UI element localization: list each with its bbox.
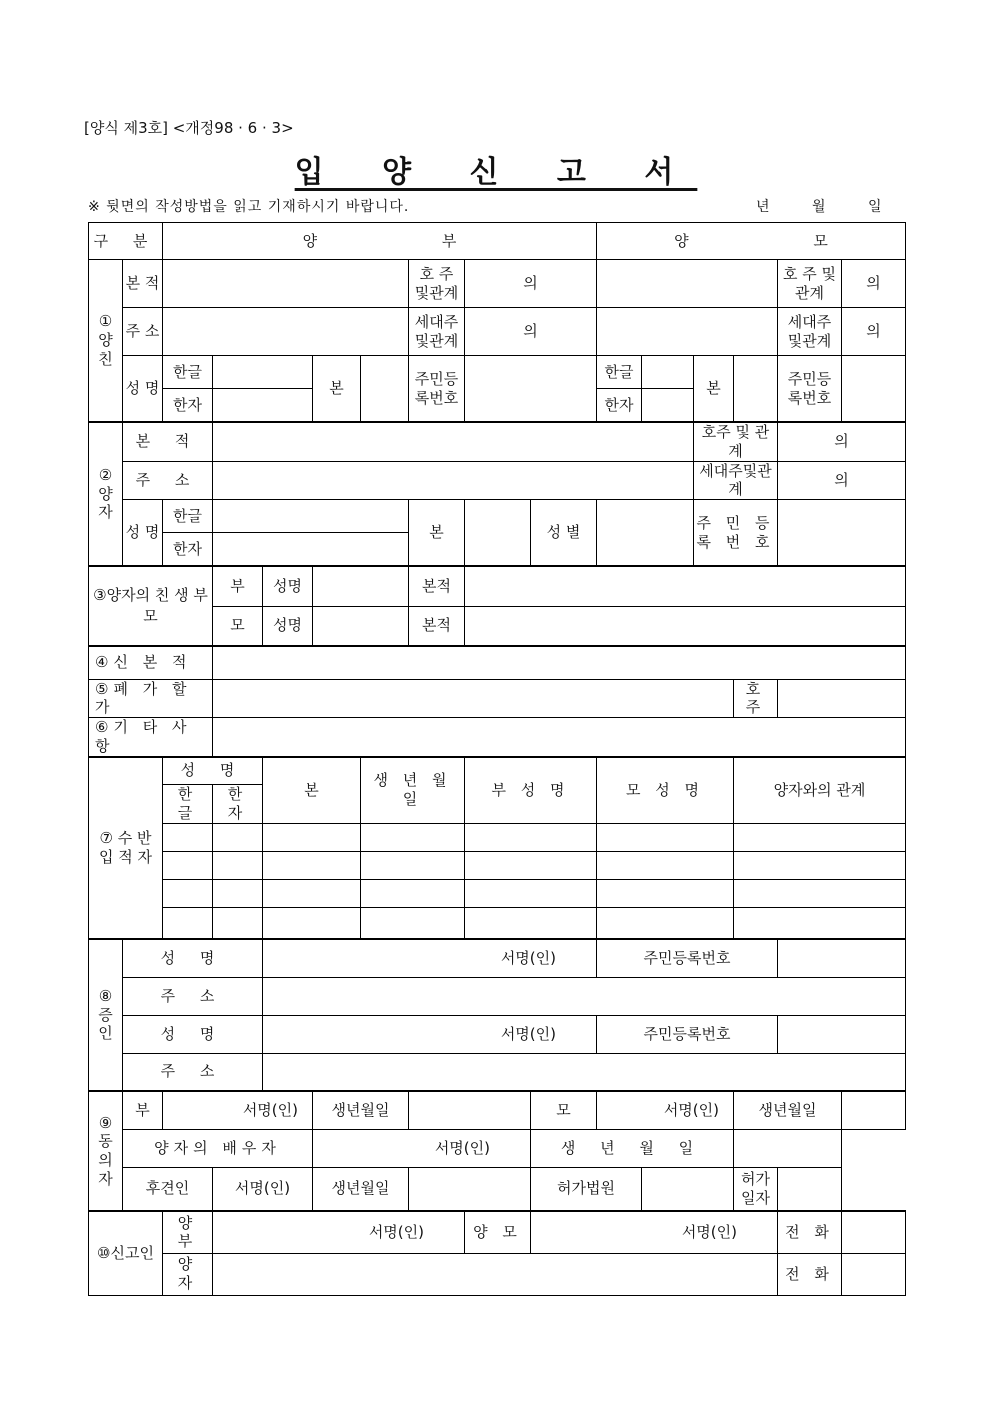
- guardian-label: 후견인: [123, 1167, 213, 1211]
- form-title-text: 입 양 신 고 서: [294, 155, 698, 190]
- yangbu-header: 양 부: [163, 223, 597, 260]
- witness1-addr-label: 주 소: [123, 977, 263, 1015]
- bio-father-name-label: 성명: [263, 566, 313, 606]
- mother-bon-label: 본: [694, 356, 734, 423]
- other-matters-field[interactable]: [213, 718, 906, 757]
- accompany-mother-header: 모 성 명: [597, 757, 734, 824]
- yangmo-header: 양 모: [597, 223, 906, 260]
- reporter-phone1-field[interactable]: [842, 1211, 906, 1253]
- accompany-hanja-header: 한 자: [213, 785, 263, 824]
- child-seongmyeong-label: 성 명: [123, 500, 163, 567]
- permit-date-label: 허가일자: [734, 1167, 778, 1211]
- bio-mother-bonjeok-field[interactable]: [465, 606, 906, 646]
- child-bon-field[interactable]: [465, 500, 531, 567]
- mother-jumin-label: 주민등 록번호: [778, 356, 842, 423]
- bio-father-bonjeok-field[interactable]: [465, 566, 906, 606]
- reporter-father-sign[interactable]: 서명(인): [213, 1211, 465, 1253]
- bio-mother-bonjeok-label: 본적: [409, 606, 465, 646]
- father-bon-field[interactable]: [361, 356, 409, 423]
- accompany-relation-header: 양자와의 관계: [734, 757, 906, 824]
- section-9-label: ⑨ 동 의 자: [89, 1091, 123, 1211]
- accompany-relation-cell[interactable]: [734, 907, 906, 939]
- section-5-label: ⑤폐 가 할 가: [89, 679, 213, 718]
- section-8-label: ⑧ 증 인: [89, 939, 123, 1091]
- accompany-relation-cell[interactable]: [734, 851, 906, 879]
- hoju-field[interactable]: [778, 679, 906, 718]
- father-bon-label: 본: [313, 356, 361, 423]
- section-4-label: ④신 본 적: [89, 646, 213, 679]
- child-seongbyeol-field[interactable]: [597, 500, 694, 567]
- accompany-father-cell[interactable]: [465, 851, 597, 879]
- permit-date-field[interactable]: [778, 1167, 842, 1211]
- reporter-phone1-label: 전 화: [778, 1211, 842, 1253]
- accompany-birth-cell[interactable]: [361, 879, 465, 907]
- instruction-note: ※ 뒷면의 작성방법을 읽고 기재하시기 바랍니다.: [88, 199, 410, 215]
- child-juso-field[interactable]: [213, 461, 694, 500]
- mother-bon-field[interactable]: [734, 356, 778, 423]
- witness1-name-label: 성 명: [123, 939, 263, 977]
- accompany-bon-cell[interactable]: [263, 823, 361, 851]
- accompany-father-cell[interactable]: [465, 907, 597, 939]
- accompany-mother-cell[interactable]: [597, 851, 734, 879]
- mother-hanja-field[interactable]: [642, 389, 693, 421]
- witness1-jumin-field[interactable]: [778, 939, 906, 977]
- new-bonjeok-field[interactable]: [213, 646, 906, 679]
- father-jumin-label: 주민등 록번호: [409, 356, 465, 423]
- guardian-birth-label: 생년월일: [313, 1167, 409, 1211]
- mother-sedaeju-field[interactable]: 의: [842, 308, 906, 356]
- reporter-phone2-label: 전 화: [778, 1253, 842, 1295]
- mother-hangeul-field[interactable]: [642, 356, 693, 389]
- accompany-father-cell[interactable]: [465, 823, 597, 851]
- mother-hoju-field[interactable]: 의: [842, 260, 906, 308]
- father-hangeul-label: 한글: [163, 356, 212, 389]
- accompany-birth-header: 생 년 월 일: [361, 757, 465, 824]
- accompany-row: [89, 851, 906, 879]
- accompany-relation-cell[interactable]: [734, 879, 906, 907]
- reporter-phone2-field[interactable]: [842, 1253, 906, 1295]
- father-jumin-field[interactable]: [465, 356, 597, 423]
- form-reference: [양식 제3호] <개정98 · 6 · 3>: [84, 119, 294, 137]
- bio-mother-name-label: 성명: [263, 606, 313, 646]
- accompany-name-header: 성 명: [163, 757, 263, 785]
- child-hangeul-field[interactable]: [213, 500, 408, 533]
- form-title: [0, 147, 992, 191]
- witness2-addr-label: 주 소: [123, 1053, 263, 1091]
- mother-bonjeok-field[interactable]: [597, 260, 778, 308]
- child-jumin-field[interactable]: [778, 500, 906, 567]
- accompany-bon-cell[interactable]: [263, 879, 361, 907]
- adoption-report-form: [88, 222, 906, 1296]
- bio-father-label: 부: [213, 566, 263, 606]
- accompany-row: [89, 879, 906, 907]
- witness2-sign-field[interactable]: 서명(인): [263, 1015, 597, 1053]
- date-line: 년 월 일: [756, 199, 882, 215]
- reporter-father-label: 양 부: [163, 1211, 213, 1253]
- juso-label: 주 소: [123, 308, 163, 356]
- child-bonjeok-label: 본 적: [123, 422, 213, 461]
- father-hangeul-field[interactable]: [213, 356, 312, 389]
- witness2-name-label: 성 명: [123, 1015, 263, 1053]
- reporter-child-label: 양 자: [163, 1253, 213, 1295]
- mother-sedaeju-label: 세대주 및관계: [778, 308, 842, 356]
- consent-father-birth-label: 생년월일: [313, 1091, 409, 1129]
- mother-hangeul-label: 한글: [597, 356, 641, 389]
- accompany-hanja-cell[interactable]: [213, 907, 263, 939]
- mother-hoju-label: 호 주 및관계: [778, 260, 842, 308]
- section-10-label: ⑩신고인: [89, 1211, 163, 1295]
- section-6-label: ⑥기 타 사 항: [89, 718, 213, 757]
- accompany-hangeul-cell[interactable]: [163, 879, 213, 907]
- accompany-hanja-cell[interactable]: [213, 823, 263, 851]
- child-jumin-label: 주 민 등 록 번 호: [694, 500, 778, 567]
- consent-father-birth-field[interactable]: [409, 1091, 531, 1129]
- father-hoju-field[interactable]: 의: [465, 260, 597, 308]
- child-bon-label: 본: [409, 500, 465, 567]
- father-hanja-field[interactable]: [213, 389, 312, 421]
- child-hanja-field[interactable]: [213, 533, 408, 565]
- bio-father-bonjeok-label: 본적: [409, 566, 465, 606]
- father-bonjeok-field[interactable]: [163, 260, 409, 308]
- mother-juso-field[interactable]: [597, 308, 778, 356]
- consent-father-label: 부: [123, 1091, 163, 1129]
- reporter-mother-sign[interactable]: 서명(인): [531, 1211, 778, 1253]
- hoju-label: 호 주: [734, 679, 778, 718]
- gubun-label: 구 분: [89, 223, 163, 260]
- father-sedaeju-label: 세대주 및관계: [409, 308, 465, 356]
- child-bonjeok-field[interactable]: [213, 422, 694, 461]
- bonjeok-label: 본 적: [123, 260, 163, 308]
- guardian-birth-field[interactable]: [409, 1167, 531, 1211]
- guardian-sign[interactable]: 서명(인): [213, 1167, 313, 1211]
- bio-mother-name-field[interactable]: [313, 606, 409, 646]
- abolish-house-field[interactable]: [213, 679, 734, 718]
- accompany-relation-cell[interactable]: [734, 823, 906, 851]
- accompany-bon-cell[interactable]: [263, 851, 361, 879]
- spouse-birth-label: 생 년 월 일: [531, 1129, 734, 1167]
- witness2-addr-field[interactable]: [263, 1053, 906, 1091]
- section-7-label: ⑦ 수 반 입 적 자: [89, 757, 163, 940]
- reporter-child-field[interactable]: [213, 1253, 778, 1295]
- bio-father-name-field[interactable]: [313, 566, 409, 606]
- seongmyeong-label: 성 명: [123, 356, 163, 423]
- accompany-hangeul-cell[interactable]: [163, 823, 213, 851]
- accompany-birth-cell[interactable]: [361, 823, 465, 851]
- mother-jumin-field[interactable]: [842, 356, 906, 423]
- accompany-mother-cell[interactable]: [597, 823, 734, 851]
- accompany-hanja-cell[interactable]: [213, 879, 263, 907]
- father-hoju-label: 호 주 및관계: [409, 260, 465, 308]
- consent-mother-sign[interactable]: 서명(인): [597, 1091, 734, 1129]
- mother-hanja-label: 한자: [604, 396, 634, 414]
- child-hoju-label: 호주 및 관계: [694, 422, 778, 461]
- bio-mother-label: 모: [213, 606, 263, 646]
- accompany-bon-cell[interactable]: [263, 907, 361, 939]
- section-1-label: ① 양 친: [89, 260, 123, 423]
- child-juso-label: 주 소: [123, 461, 213, 500]
- witness2-jumin-field[interactable]: [778, 1015, 906, 1053]
- court-label: 허가법원: [531, 1167, 642, 1211]
- witness1-jumin-label: 주민등록번호: [597, 939, 778, 977]
- consent-mother-birth-field[interactable]: [842, 1091, 906, 1129]
- accompany-row: [89, 823, 906, 851]
- witness1-sign-field[interactable]: 서명(인): [263, 939, 597, 977]
- accompany-mother-cell[interactable]: [597, 879, 734, 907]
- child-sedaeju-label: 세대주및관계: [694, 461, 778, 500]
- accompany-father-header: 부 성 명: [465, 757, 597, 824]
- court-field[interactable]: [642, 1167, 734, 1211]
- accompany-row: [89, 907, 906, 939]
- accompany-hanja-cell[interactable]: [213, 851, 263, 879]
- section-2-label: ② 양 자: [89, 422, 123, 566]
- spouse-sign[interactable]: 서명(인): [313, 1129, 531, 1167]
- child-sedaeju-field[interactable]: 의: [778, 461, 906, 500]
- witness1-addr-field[interactable]: [263, 977, 906, 1015]
- witness2-jumin-label: 주민등록번호: [597, 1015, 778, 1053]
- consent-father-sign[interactable]: 서명(인): [163, 1091, 313, 1129]
- accompany-hangeul-cell[interactable]: [163, 907, 213, 939]
- consent-mother-label: 모: [531, 1091, 597, 1129]
- child-hanja-label: 한자: [173, 540, 202, 558]
- accompany-birth-cell[interactable]: [361, 851, 465, 879]
- section-3-label: ③양자의 친 생 부 모: [89, 566, 213, 646]
- spouse-label: 양자의 배우자: [123, 1129, 313, 1167]
- father-hanja-label: 한자: [173, 396, 202, 414]
- father-sedaeju-field[interactable]: 의: [465, 308, 597, 356]
- consent-mother-birth-label: 생년월일: [734, 1091, 842, 1129]
- accompany-mother-cell[interactable]: [597, 907, 734, 939]
- accompany-hangeul-cell[interactable]: [163, 851, 213, 879]
- accompany-hangeul-header: 한 글: [163, 785, 213, 824]
- accompany-father-cell[interactable]: [465, 879, 597, 907]
- child-seongbyeol-label: 성 별: [531, 500, 597, 567]
- spouse-birth-field[interactable]: [734, 1129, 842, 1167]
- father-juso-field[interactable]: [163, 308, 409, 356]
- accompany-bon-header: 본: [263, 757, 361, 824]
- accompany-birth-cell[interactable]: [361, 907, 465, 939]
- child-hangeul-label: 한글: [163, 500, 212, 533]
- child-hoju-field[interactable]: 의: [778, 422, 906, 461]
- reporter-mother-label: 양 모: [465, 1211, 531, 1253]
